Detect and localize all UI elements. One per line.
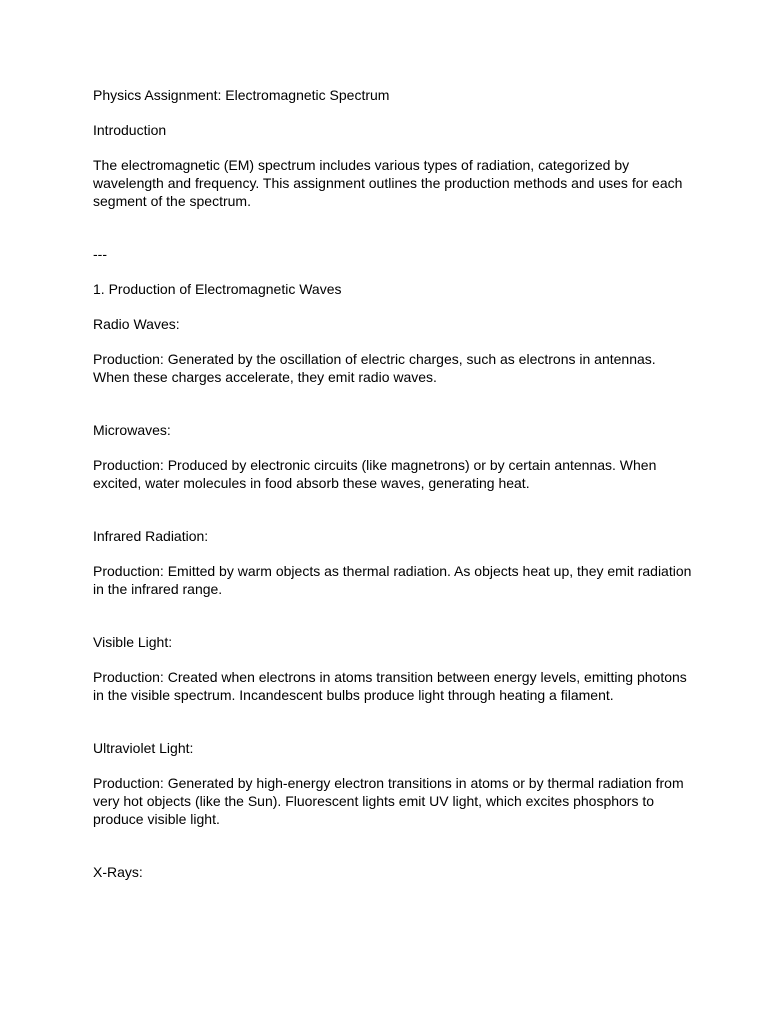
microwaves-heading: Microwaves:: [93, 422, 171, 438]
visible-light-heading: Visible Light:: [93, 634, 173, 650]
visible-light-text: Production: Created when electrons in atoms transition between energy levels, emitting photons in the visible spectrum. Incandescent bulbs produce light through heating a filament.: [93, 669, 687, 703]
intro-paragraph: The electromagnetic (EM) spectrum includes various types of radiation, categorized by wavelength and frequency. This assignment outlines the production methods and uses for each segment of the spectrum.: [93, 157, 683, 209]
infrared-text: Production: Emitted by warm objects as thermal radiation. As objects heat up, they emit radiation in the infrared range.: [93, 563, 692, 597]
intro-heading: Introduction: [93, 122, 167, 138]
section-separator: ---: [93, 246, 107, 262]
section-heading: 1. Production of Electromagnetic Waves: [93, 281, 342, 297]
ultraviolet-text: Production: Generated by high-energy electron transitions in atoms or by thermal radiation from very hot objects (like the Sun). Fluorescent lights emit UV light, which excites phosphors to produce visible light.: [93, 775, 684, 827]
radio-waves-heading: Radio Waves:: [93, 316, 180, 332]
ultraviolet-heading: Ultraviolet Light:: [93, 740, 194, 756]
x-rays-heading: X-Rays:: [93, 864, 143, 880]
radio-waves-text: Production: Generated by the oscillation of electric charges, such as electrons in antennas. When these charges accelerate, they emit radio waves.: [93, 351, 656, 385]
microwaves-text: Production: Produced by electronic circuits (like magnetrons) or by certain antennas. When excited, water molecules in food absorb these waves, generating heat.: [93, 457, 657, 491]
document-title: Physics Assignment: Electromagnetic Spectrum: [93, 87, 390, 103]
document-body: [93, 86, 693, 881]
infrared-heading: Infrared Radiation:: [93, 528, 209, 544]
